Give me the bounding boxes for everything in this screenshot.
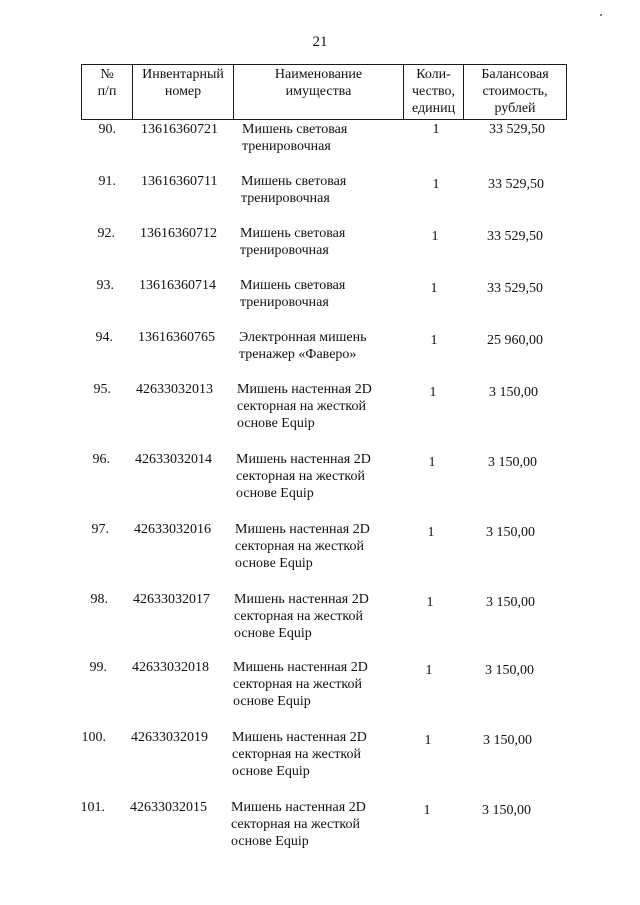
inventory-number: 13616360714 xyxy=(139,278,216,293)
row-number: 98. xyxy=(90,592,108,607)
property-name-line: Мишень настенная 2D xyxy=(234,592,369,607)
property-name xyxy=(237,381,387,432)
property-name-line: основе Equip xyxy=(237,416,315,431)
balance-value: 33 529,50 xyxy=(489,122,545,137)
balance-value: 3 150,00 xyxy=(489,385,538,400)
property-name-line: тренировочная xyxy=(240,243,329,258)
balance-value: 33 529,50 xyxy=(487,229,543,244)
property-name xyxy=(239,329,389,363)
property-name-line: Мишень световая xyxy=(242,122,348,137)
header-line: Наименование xyxy=(274,67,363,82)
inventory-number: 42633032016 xyxy=(134,522,211,537)
property-name xyxy=(231,799,381,850)
quantity: 1 xyxy=(432,177,440,192)
row-number: 99. xyxy=(89,660,107,675)
property-name xyxy=(242,121,392,155)
quantity: 1 xyxy=(430,281,438,296)
balance-value: 33 529,50 xyxy=(488,177,544,192)
property-name-line: Электронная мишень xyxy=(239,330,367,345)
row-number: 95. xyxy=(93,382,111,397)
property-name-line: секторная на жесткой xyxy=(233,677,362,692)
property-name-line: Мишень настенная 2D xyxy=(237,382,372,397)
header-line: номер xyxy=(164,84,202,99)
header-line: п/п xyxy=(97,84,117,99)
property-name-line: тренажер «Фаверо» xyxy=(239,347,357,362)
property-name xyxy=(233,659,383,710)
quantity: 1 xyxy=(431,229,439,244)
quantity: 1 xyxy=(425,663,433,678)
header-line: имущества xyxy=(285,84,352,99)
inventory-number: 42633032018 xyxy=(132,660,209,675)
balance-value: 25 960,00 xyxy=(487,333,543,348)
property-name-line: Мишень настенная 2D xyxy=(236,452,371,467)
quantity: 1 xyxy=(427,525,435,540)
header-line: единиц xyxy=(411,101,456,116)
property-name xyxy=(240,277,390,311)
header-line: № xyxy=(100,67,114,82)
property-name-line: основе Equip xyxy=(233,694,311,709)
row-number: 96. xyxy=(92,452,110,467)
quantity: 1 xyxy=(428,455,436,470)
inventory-number: 13616360765 xyxy=(138,330,215,345)
inventory-number: 42633032013 xyxy=(136,382,213,397)
quantity: 1 xyxy=(424,733,432,748)
property-name-line: секторная на жесткой xyxy=(235,539,364,554)
inventory-number: 42633032014 xyxy=(135,452,212,467)
property-name-line: секторная на жесткой xyxy=(231,817,360,832)
property-name xyxy=(235,521,385,572)
quantity: 1 xyxy=(430,333,438,348)
header-line: чество, xyxy=(412,84,455,99)
quantity: 1 xyxy=(423,803,431,818)
row-number: 100. xyxy=(81,730,106,745)
property-name-line: Мишень настенная 2D xyxy=(233,660,368,675)
balance-value: 3 150,00 xyxy=(483,733,532,748)
property-name-line: тренировочная xyxy=(241,191,330,206)
property-name-line: тренировочная xyxy=(240,295,329,310)
property-name-line: секторная на жесткой xyxy=(237,399,366,414)
row-number: 92. xyxy=(97,226,115,241)
row-number: 90. xyxy=(98,122,116,137)
property-name xyxy=(232,729,382,780)
row-number: 93. xyxy=(96,278,114,293)
inventory-number: 42633032019 xyxy=(131,730,208,745)
property-name xyxy=(236,451,386,502)
property-name-line: основе Equip xyxy=(236,486,314,501)
property-name-line: основе Equip xyxy=(235,556,313,571)
row-number: 97. xyxy=(91,522,109,537)
balance-value: 3 150,00 xyxy=(486,525,535,540)
property-name-line: Мишень световая xyxy=(240,226,346,241)
row-number: 101. xyxy=(80,800,105,815)
balance-value: 3 150,00 xyxy=(486,595,535,610)
inventory-number: 42633032017 xyxy=(133,592,210,607)
inventory-number: 42633032015 xyxy=(130,800,207,815)
property-name-line: основе Equip xyxy=(232,764,310,779)
balance-value: 3 150,00 xyxy=(485,663,534,678)
property-name-line: секторная на жесткой xyxy=(236,469,365,484)
row-number: 94. xyxy=(95,330,113,345)
quantity: 1 xyxy=(432,122,440,137)
property-name-line: Мишень настенная 2D xyxy=(235,522,370,537)
header-line: рублей xyxy=(494,101,536,116)
header-line: Коли- xyxy=(416,67,451,82)
property-name xyxy=(241,173,391,207)
balance-value: 33 529,50 xyxy=(487,281,543,296)
property-name-line: основе Equip xyxy=(231,834,309,849)
property-name-line: Мишень настенная 2D xyxy=(232,730,367,745)
property-name-line: тренировочная xyxy=(242,139,331,154)
property-name-line: секторная на жесткой xyxy=(232,747,361,762)
quantity: 1 xyxy=(426,595,434,610)
property-name-line: Мишень световая xyxy=(241,174,347,189)
quantity: 1 xyxy=(429,385,437,400)
property-name xyxy=(240,225,390,259)
header-line: Инвентарный xyxy=(142,67,224,82)
property-name-line: Мишень настенная 2D xyxy=(231,800,366,815)
row-number: 91. xyxy=(98,174,116,189)
header-line: стоимость, xyxy=(482,84,548,99)
balance-value: 3 150,00 xyxy=(482,803,531,818)
property-name-line: Мишень световая xyxy=(240,278,346,293)
property-name-line: основе Equip xyxy=(234,626,312,641)
inventory-number: 13616360721 xyxy=(141,122,218,137)
balance-value: 3 150,00 xyxy=(488,455,537,470)
property-name xyxy=(234,591,384,642)
property-name-line: секторная на жесткой xyxy=(234,609,363,624)
inventory-number: 13616360711 xyxy=(141,174,218,189)
header-line: Балансовая xyxy=(481,67,549,82)
page-number: 21 xyxy=(312,34,328,50)
inventory-number: 13616360712 xyxy=(140,226,217,241)
